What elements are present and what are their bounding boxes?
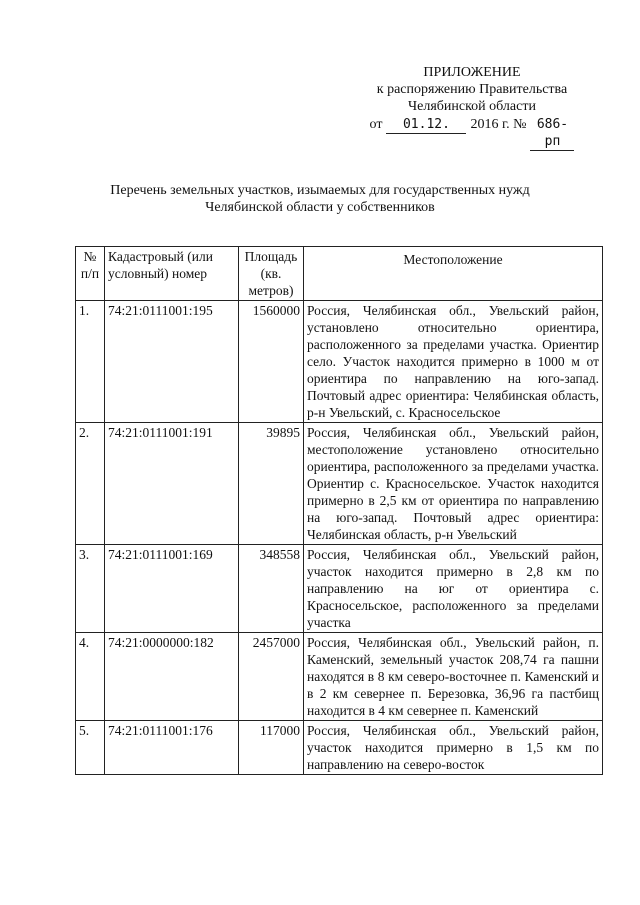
row-area: 117000 xyxy=(239,721,304,775)
row-num: 4. xyxy=(76,633,105,721)
table-row xyxy=(76,721,603,775)
title-line-1: Перечень земельных участков, изымаемых для государственных нужд xyxy=(110,183,530,198)
row-area: 39895 xyxy=(239,423,304,545)
header-cadastral: Кадастровый (или условный) номер xyxy=(105,247,239,301)
header-area: Площадь (кв. метров) xyxy=(239,247,304,301)
title-line-2: Челябинской области у собственников xyxy=(205,200,435,215)
row-num: 1. xyxy=(76,301,105,423)
row-num: 2. xyxy=(76,423,105,545)
from-label: от xyxy=(369,117,383,132)
row-cadastral: 74:21:0111001:169 xyxy=(105,545,239,633)
table-row xyxy=(76,301,603,423)
appendix-header xyxy=(352,64,592,151)
appendix-line-decree: к распоряжению Правительства xyxy=(376,82,568,97)
header-num: № п/п xyxy=(76,247,105,301)
row-cadastral: 74:21:0000000:182 xyxy=(105,633,239,721)
table-row xyxy=(76,423,603,545)
row-cadastral: 74:21:0111001:191 xyxy=(105,423,239,545)
row-area: 2457000 xyxy=(239,633,304,721)
table-row xyxy=(76,633,603,721)
row-area: 1560000 xyxy=(239,301,304,423)
table-row xyxy=(76,545,603,633)
decree-date: 01.12. xyxy=(386,116,466,134)
row-location: Россия, Челябинская обл., Увельский район, местоположение установлено относительно ориентира, расположенного за пределами участка. Ориентир с. Красносельское. Участок находится примерно в 2,5 км от ориентира по направлению на юго-запад. Почтовый адрес ориентира: Челябинская область, р-н Увельский xyxy=(304,423,603,545)
decree-number: 686-рп xyxy=(530,116,574,151)
row-num: 5. xyxy=(76,721,105,775)
land-plots-table xyxy=(75,246,603,775)
row-cadastral: 74:21:0111001:195 xyxy=(105,301,239,423)
row-location: Россия, Челябинская обл., Увельский район, установлено относительно ориентира, расположенного за пределами участка. Ориентир село. Участок находится примерно в 1000 м от ориентира по направлению на юго-запад. Почтовый адрес ориентира: Челябинская область, р-н Увельский, с. Красносельское xyxy=(304,301,603,423)
row-num: 3. xyxy=(76,545,105,633)
table-header-row xyxy=(76,247,603,301)
document-title xyxy=(70,182,570,216)
row-cadastral: 74:21:0111001:176 xyxy=(105,721,239,775)
header-location: Местоположение xyxy=(304,247,603,301)
row-location: Россия, Челябинская обл., Увельский район, участок находится примерно в 2,8 км по направлению на юг от ориентира с. Красносельское, расположенного за пределами участка xyxy=(304,545,603,633)
appendix-title: ПРИЛОЖЕНИЕ xyxy=(423,65,521,80)
appendix-line-region: Челябинской области xyxy=(408,99,536,114)
row-area: 348558 xyxy=(239,545,304,633)
appendix-dateline xyxy=(352,116,592,151)
row-location: Россия, Челябинская обл., Увельский район, п. Каменский, земельный участок 208,74 га пашни находятся в 8 км северо-восточнее п. Каменский и в 2 км севернее п. Березовка, 36,96 га пастбищ находится в 4 км севернее п. Каменский xyxy=(304,633,603,721)
row-location: Россия, Челябинская обл., Увельский район, участок находится примерно в 1,5 км по направлению на северо-восток xyxy=(304,721,603,775)
decree-year: 2016 г. № xyxy=(470,117,527,132)
